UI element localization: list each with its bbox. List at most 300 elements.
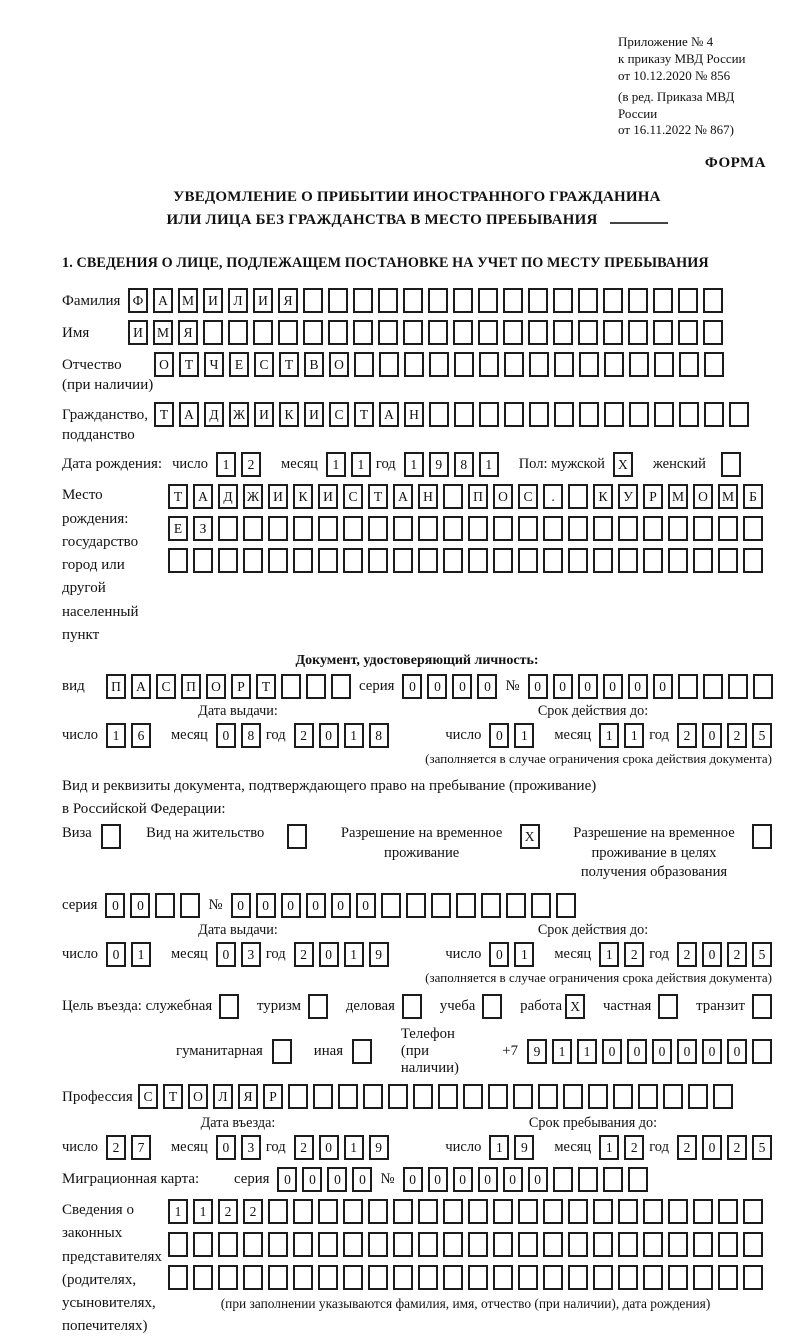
char-cell[interactable]: [303, 320, 323, 345]
char-cell[interactable]: [743, 548, 763, 573]
char-cell[interactable]: [668, 548, 688, 573]
char-cell[interactable]: [578, 288, 598, 313]
char-cell[interactable]: С: [518, 484, 538, 509]
char-cell[interactable]: [343, 516, 363, 541]
residence-permit-checkbox[interactable]: [287, 824, 307, 849]
char-cell[interactable]: [678, 288, 698, 313]
char-cell[interactable]: [654, 402, 674, 427]
char-cell[interactable]: 0: [216, 723, 236, 748]
char-cell[interactable]: [379, 352, 399, 377]
char-cell[interactable]: 0: [327, 1167, 347, 1192]
char-cell[interactable]: [268, 516, 288, 541]
char-cell[interactable]: О: [154, 352, 174, 377]
char-cell[interactable]: [678, 674, 698, 699]
char-cell[interactable]: [593, 1232, 613, 1257]
char-cell[interactable]: К: [593, 484, 613, 509]
char-cell[interactable]: [243, 1265, 263, 1290]
char-cell[interactable]: Т: [279, 352, 299, 377]
char-cell[interactable]: 1: [193, 1199, 213, 1224]
char-cell[interactable]: [518, 516, 538, 541]
char-cell[interactable]: И: [253, 288, 273, 313]
char-cell[interactable]: К: [279, 402, 299, 427]
char-cell[interactable]: [454, 352, 474, 377]
char-cell[interactable]: 0: [302, 1167, 322, 1192]
char-cell[interactable]: [418, 516, 438, 541]
char-cell[interactable]: 0: [281, 893, 301, 918]
char-cell[interactable]: [593, 516, 613, 541]
char-cell[interactable]: [218, 516, 238, 541]
char-cell[interactable]: Н: [418, 484, 438, 509]
char-cell[interactable]: [318, 1265, 338, 1290]
char-cell[interactable]: [568, 484, 588, 509]
char-cell[interactable]: [463, 1084, 483, 1109]
char-cell[interactable]: Ф: [128, 288, 148, 313]
char-cell[interactable]: [743, 1232, 763, 1257]
char-cell[interactable]: .: [543, 484, 563, 509]
char-cell[interactable]: 1: [599, 723, 619, 748]
char-cell[interactable]: [368, 516, 388, 541]
char-cell[interactable]: [703, 674, 723, 699]
char-cell[interactable]: 0: [477, 674, 497, 699]
char-cell[interactable]: [368, 1199, 388, 1224]
char-cell[interactable]: Е: [168, 516, 188, 541]
char-cell[interactable]: [368, 548, 388, 573]
char-cell[interactable]: Т: [163, 1084, 183, 1109]
char-cell[interactable]: [193, 1232, 213, 1257]
char-cell[interactable]: К: [293, 484, 313, 509]
char-cell[interactable]: 1: [599, 1135, 619, 1160]
char-cell[interactable]: Д: [204, 402, 224, 427]
char-cell[interactable]: [603, 288, 623, 313]
char-cell[interactable]: 0: [603, 674, 623, 699]
char-cell[interactable]: [531, 893, 551, 918]
char-cell[interactable]: [331, 674, 351, 699]
char-cell[interactable]: [203, 320, 223, 345]
char-cell[interactable]: 0: [702, 942, 722, 967]
char-cell[interactable]: [493, 1265, 513, 1290]
char-cell[interactable]: [354, 352, 374, 377]
char-cell[interactable]: 0: [452, 674, 472, 699]
char-cell[interactable]: [618, 1232, 638, 1257]
char-cell[interactable]: Т: [368, 484, 388, 509]
char-cell[interactable]: 0: [528, 1167, 548, 1192]
char-cell[interactable]: [579, 352, 599, 377]
char-cell[interactable]: 1: [216, 452, 236, 477]
char-cell[interactable]: [228, 320, 248, 345]
char-cell[interactable]: [668, 1199, 688, 1224]
char-cell[interactable]: [393, 1265, 413, 1290]
char-cell[interactable]: [504, 402, 524, 427]
char-cell[interactable]: [679, 402, 699, 427]
char-cell[interactable]: [543, 1265, 563, 1290]
char-cell[interactable]: 0: [105, 893, 125, 918]
char-cell[interactable]: [618, 1199, 638, 1224]
char-cell[interactable]: С: [329, 402, 349, 427]
char-cell[interactable]: [403, 288, 423, 313]
char-cell[interactable]: Я: [238, 1084, 258, 1109]
char-cell[interactable]: [553, 288, 573, 313]
char-cell[interactable]: [378, 320, 398, 345]
char-cell[interactable]: [328, 288, 348, 313]
visa-checkbox[interactable]: [101, 824, 121, 849]
char-cell[interactable]: [678, 320, 698, 345]
temporary-residence-checkbox[interactable]: X: [520, 824, 540, 849]
char-cell[interactable]: [318, 1199, 338, 1224]
char-cell[interactable]: [563, 1084, 583, 1109]
purpose-work-checkbox[interactable]: X: [565, 994, 585, 1019]
temporary-residence-education-checkbox[interactable]: [752, 824, 772, 849]
char-cell[interactable]: [653, 320, 673, 345]
char-cell[interactable]: [268, 1199, 288, 1224]
char-cell[interactable]: 2: [677, 723, 697, 748]
purpose-tourism-checkbox[interactable]: [308, 994, 328, 1019]
char-cell[interactable]: И: [128, 320, 148, 345]
char-cell[interactable]: А: [393, 484, 413, 509]
char-cell[interactable]: 1: [344, 942, 364, 967]
char-cell[interactable]: 2: [218, 1199, 238, 1224]
char-cell[interactable]: [729, 402, 749, 427]
char-cell[interactable]: И: [254, 402, 274, 427]
char-cell[interactable]: 0: [653, 674, 673, 699]
char-cell[interactable]: [629, 402, 649, 427]
char-cell[interactable]: 1: [552, 1039, 572, 1064]
char-cell[interactable]: [343, 1232, 363, 1257]
char-cell[interactable]: [513, 1084, 533, 1109]
char-cell[interactable]: В: [304, 352, 324, 377]
char-cell[interactable]: [693, 516, 713, 541]
char-cell[interactable]: А: [153, 288, 173, 313]
char-cell[interactable]: [643, 548, 663, 573]
char-cell[interactable]: [418, 548, 438, 573]
char-cell[interactable]: 0: [503, 1167, 523, 1192]
char-cell[interactable]: [752, 1039, 772, 1064]
char-cell[interactable]: У: [618, 484, 638, 509]
char-cell[interactable]: [556, 893, 576, 918]
char-cell[interactable]: П: [106, 674, 126, 699]
char-cell[interactable]: [693, 1232, 713, 1257]
char-cell[interactable]: 2: [294, 942, 314, 967]
char-cell[interactable]: 5: [752, 1135, 772, 1160]
char-cell[interactable]: [504, 352, 524, 377]
char-cell[interactable]: [628, 288, 648, 313]
char-cell[interactable]: 1: [599, 942, 619, 967]
char-cell[interactable]: Я: [278, 288, 298, 313]
char-cell[interactable]: [318, 1232, 338, 1257]
char-cell[interactable]: [753, 674, 773, 699]
char-cell[interactable]: [403, 320, 423, 345]
char-cell[interactable]: [568, 516, 588, 541]
char-cell[interactable]: [604, 402, 624, 427]
purpose-official-checkbox[interactable]: [219, 994, 239, 1019]
char-cell[interactable]: Н: [404, 402, 424, 427]
char-cell[interactable]: 2: [624, 942, 644, 967]
purpose-business-checkbox[interactable]: [402, 994, 422, 1019]
char-cell[interactable]: А: [131, 674, 151, 699]
char-cell[interactable]: [443, 1232, 463, 1257]
char-cell[interactable]: [454, 402, 474, 427]
char-cell[interactable]: 0: [628, 674, 648, 699]
char-cell[interactable]: [268, 548, 288, 573]
char-cell[interactable]: 0: [702, 1039, 722, 1064]
char-cell[interactable]: [468, 1199, 488, 1224]
char-cell[interactable]: [713, 1084, 733, 1109]
char-cell[interactable]: [529, 402, 549, 427]
char-cell[interactable]: 0: [319, 1135, 339, 1160]
char-cell[interactable]: 9: [527, 1039, 547, 1064]
char-cell[interactable]: 0: [306, 893, 326, 918]
char-cell[interactable]: Т: [154, 402, 174, 427]
char-cell[interactable]: [393, 548, 413, 573]
char-cell[interactable]: Т: [354, 402, 374, 427]
char-cell[interactable]: 8: [369, 723, 389, 748]
char-cell[interactable]: [253, 320, 273, 345]
char-cell[interactable]: 0: [528, 674, 548, 699]
char-cell[interactable]: [718, 548, 738, 573]
char-cell[interactable]: П: [468, 484, 488, 509]
male-checkbox[interactable]: X: [613, 452, 633, 477]
char-cell[interactable]: 0: [677, 1039, 697, 1064]
char-cell[interactable]: 8: [454, 452, 474, 477]
char-cell[interactable]: 2: [677, 942, 697, 967]
char-cell[interactable]: 0: [652, 1039, 672, 1064]
char-cell[interactable]: [429, 352, 449, 377]
char-cell[interactable]: А: [379, 402, 399, 427]
char-cell[interactable]: [643, 1199, 663, 1224]
purpose-transit-checkbox[interactable]: [752, 994, 772, 1019]
char-cell[interactable]: 1: [344, 1135, 364, 1160]
char-cell[interactable]: 9: [429, 452, 449, 477]
char-cell[interactable]: Т: [168, 484, 188, 509]
char-cell[interactable]: [618, 548, 638, 573]
char-cell[interactable]: [743, 1199, 763, 1224]
char-cell[interactable]: [493, 516, 513, 541]
char-cell[interactable]: [518, 548, 538, 573]
char-cell[interactable]: [468, 516, 488, 541]
char-cell[interactable]: С: [156, 674, 176, 699]
char-cell[interactable]: [353, 288, 373, 313]
char-cell[interactable]: [218, 1265, 238, 1290]
char-cell[interactable]: [328, 320, 348, 345]
char-cell[interactable]: [604, 352, 624, 377]
char-cell[interactable]: [468, 1265, 488, 1290]
char-cell[interactable]: [378, 288, 398, 313]
char-cell[interactable]: 0: [402, 674, 422, 699]
char-cell[interactable]: [593, 548, 613, 573]
char-cell[interactable]: [404, 352, 424, 377]
char-cell[interactable]: [180, 893, 200, 918]
char-cell[interactable]: [481, 893, 501, 918]
char-cell[interactable]: [618, 1265, 638, 1290]
char-cell[interactable]: [718, 1265, 738, 1290]
char-cell[interactable]: О: [206, 674, 226, 699]
char-cell[interactable]: [443, 484, 463, 509]
char-cell[interactable]: 0: [331, 893, 351, 918]
char-cell[interactable]: 1: [351, 452, 371, 477]
char-cell[interactable]: 0: [216, 942, 236, 967]
char-cell[interactable]: П: [181, 674, 201, 699]
char-cell[interactable]: [679, 352, 699, 377]
char-cell[interactable]: 2: [106, 1135, 126, 1160]
char-cell[interactable]: [443, 516, 463, 541]
char-cell[interactable]: М: [178, 288, 198, 313]
char-cell[interactable]: Ж: [243, 484, 263, 509]
char-cell[interactable]: 0: [602, 1039, 622, 1064]
purpose-study-checkbox[interactable]: [482, 994, 502, 1019]
char-cell[interactable]: [193, 1265, 213, 1290]
char-cell[interactable]: [553, 320, 573, 345]
char-cell[interactable]: [493, 548, 513, 573]
char-cell[interactable]: [443, 548, 463, 573]
char-cell[interactable]: О: [493, 484, 513, 509]
char-cell[interactable]: [728, 674, 748, 699]
char-cell[interactable]: [288, 1084, 308, 1109]
char-cell[interactable]: [343, 1265, 363, 1290]
char-cell[interactable]: [406, 893, 426, 918]
char-cell[interactable]: 0: [428, 1167, 448, 1192]
char-cell[interactable]: [431, 893, 451, 918]
char-cell[interactable]: [588, 1084, 608, 1109]
char-cell[interactable]: И: [318, 484, 338, 509]
char-cell[interactable]: [478, 288, 498, 313]
char-cell[interactable]: [668, 1265, 688, 1290]
char-cell[interactable]: [293, 1199, 313, 1224]
char-cell[interactable]: [568, 548, 588, 573]
char-cell[interactable]: [578, 320, 598, 345]
char-cell[interactable]: 0: [627, 1039, 647, 1064]
char-cell[interactable]: 0: [356, 893, 376, 918]
char-cell[interactable]: [343, 1199, 363, 1224]
char-cell[interactable]: Р: [643, 484, 663, 509]
char-cell[interactable]: 2: [727, 723, 747, 748]
char-cell[interactable]: [654, 352, 674, 377]
char-cell[interactable]: [503, 288, 523, 313]
char-cell[interactable]: 0: [106, 942, 126, 967]
char-cell[interactable]: 0: [478, 1167, 498, 1192]
char-cell[interactable]: [428, 320, 448, 345]
char-cell[interactable]: 0: [277, 1167, 297, 1192]
char-cell[interactable]: [468, 1232, 488, 1257]
purpose-private-checkbox[interactable]: [658, 994, 678, 1019]
char-cell[interactable]: [363, 1084, 383, 1109]
char-cell[interactable]: О: [329, 352, 349, 377]
char-cell[interactable]: [293, 1265, 313, 1290]
char-cell[interactable]: [443, 1265, 463, 1290]
char-cell[interactable]: 0: [702, 723, 722, 748]
char-cell[interactable]: 1: [131, 942, 151, 967]
char-cell[interactable]: [488, 1084, 508, 1109]
char-cell[interactable]: 0: [453, 1167, 473, 1192]
char-cell[interactable]: [603, 320, 623, 345]
char-cell[interactable]: [528, 288, 548, 313]
purpose-other-checkbox[interactable]: [352, 1039, 372, 1064]
char-cell[interactable]: [268, 1232, 288, 1257]
char-cell[interactable]: [629, 352, 649, 377]
char-cell[interactable]: 0: [553, 674, 573, 699]
char-cell[interactable]: 0: [578, 674, 598, 699]
char-cell[interactable]: А: [193, 484, 213, 509]
char-cell[interactable]: [293, 548, 313, 573]
char-cell[interactable]: [218, 548, 238, 573]
char-cell[interactable]: [168, 548, 188, 573]
char-cell[interactable]: 0: [231, 893, 251, 918]
char-cell[interactable]: 0: [702, 1135, 722, 1160]
char-cell[interactable]: 1: [326, 452, 346, 477]
char-cell[interactable]: [313, 1084, 333, 1109]
char-cell[interactable]: [643, 1232, 663, 1257]
char-cell[interactable]: 2: [677, 1135, 697, 1160]
char-cell[interactable]: [393, 1199, 413, 1224]
char-cell[interactable]: [613, 1084, 633, 1109]
char-cell[interactable]: 0: [489, 723, 509, 748]
char-cell[interactable]: [578, 1167, 598, 1192]
char-cell[interactable]: 0: [427, 674, 447, 699]
char-cell[interactable]: 0: [319, 723, 339, 748]
char-cell[interactable]: З: [193, 516, 213, 541]
char-cell[interactable]: 2: [243, 1199, 263, 1224]
char-cell[interactable]: [293, 1232, 313, 1257]
char-cell[interactable]: [618, 516, 638, 541]
char-cell[interactable]: 0: [319, 942, 339, 967]
char-cell[interactable]: [688, 1084, 708, 1109]
char-cell[interactable]: [579, 402, 599, 427]
char-cell[interactable]: [438, 1084, 458, 1109]
char-cell[interactable]: [418, 1265, 438, 1290]
char-cell[interactable]: 1: [514, 942, 534, 967]
char-cell[interactable]: [393, 516, 413, 541]
char-cell[interactable]: [628, 1167, 648, 1192]
char-cell[interactable]: 1: [624, 723, 644, 748]
char-cell[interactable]: 1: [344, 723, 364, 748]
char-cell[interactable]: [343, 548, 363, 573]
char-cell[interactable]: [693, 548, 713, 573]
char-cell[interactable]: [628, 320, 648, 345]
char-cell[interactable]: [468, 548, 488, 573]
char-cell[interactable]: Ж: [229, 402, 249, 427]
char-cell[interactable]: [318, 516, 338, 541]
char-cell[interactable]: М: [668, 484, 688, 509]
char-cell[interactable]: [518, 1265, 538, 1290]
char-cell[interactable]: [554, 402, 574, 427]
char-cell[interactable]: [503, 320, 523, 345]
char-cell[interactable]: [568, 1199, 588, 1224]
char-cell[interactable]: [663, 1084, 683, 1109]
char-cell[interactable]: [743, 516, 763, 541]
char-cell[interactable]: [553, 1167, 573, 1192]
char-cell[interactable]: И: [203, 288, 223, 313]
char-cell[interactable]: [453, 288, 473, 313]
char-cell[interactable]: [368, 1232, 388, 1257]
char-cell[interactable]: [443, 1199, 463, 1224]
char-cell[interactable]: [718, 1199, 738, 1224]
char-cell[interactable]: А: [179, 402, 199, 427]
char-cell[interactable]: [281, 674, 301, 699]
char-cell[interactable]: [538, 1084, 558, 1109]
char-cell[interactable]: Т: [179, 352, 199, 377]
char-cell[interactable]: [703, 288, 723, 313]
char-cell[interactable]: М: [718, 484, 738, 509]
char-cell[interactable]: 2: [727, 942, 747, 967]
char-cell[interactable]: 2: [241, 452, 261, 477]
char-cell[interactable]: [478, 320, 498, 345]
char-cell[interactable]: [168, 1265, 188, 1290]
char-cell[interactable]: М: [153, 320, 173, 345]
char-cell[interactable]: [568, 1232, 588, 1257]
char-cell[interactable]: 5: [752, 942, 772, 967]
char-cell[interactable]: Т: [256, 674, 276, 699]
char-cell[interactable]: 3: [241, 1135, 261, 1160]
char-cell[interactable]: [243, 548, 263, 573]
char-cell[interactable]: 9: [369, 942, 389, 967]
